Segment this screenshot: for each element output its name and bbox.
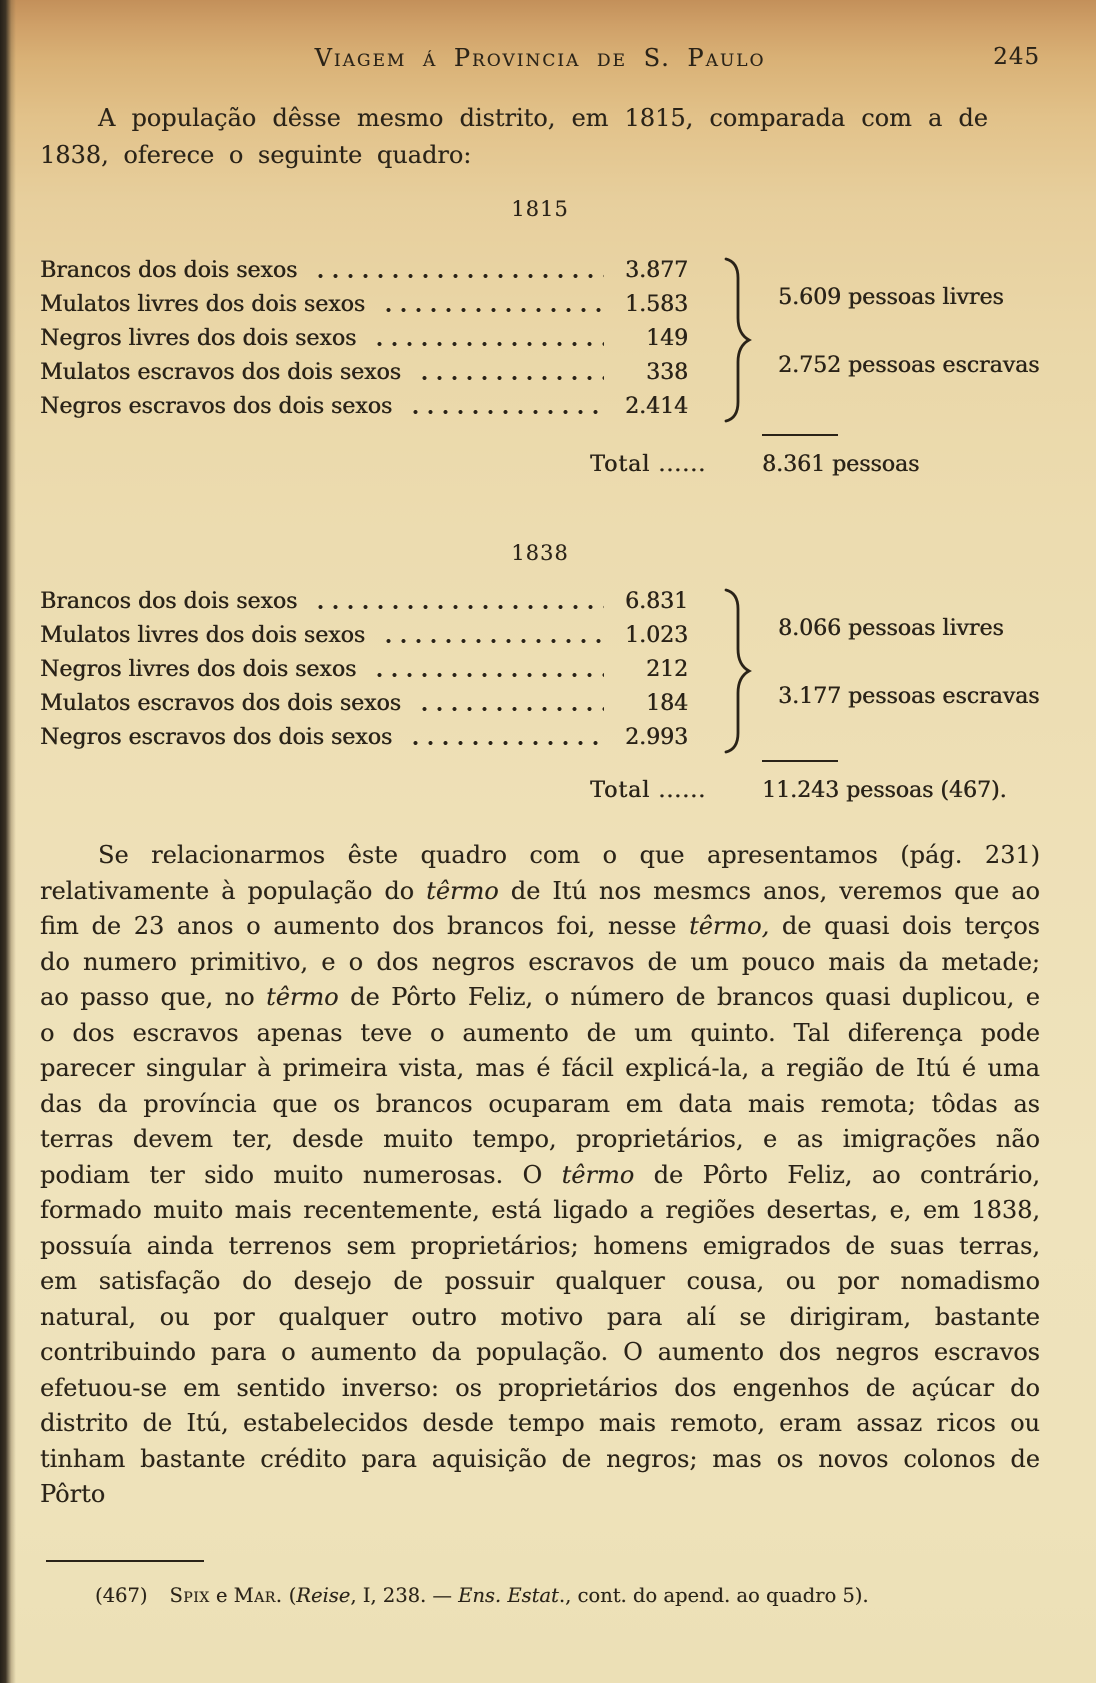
table-row xyxy=(40,619,688,653)
footnote-rule xyxy=(46,1560,204,1562)
year-heading-1815: 1815 xyxy=(511,197,569,221)
table-row xyxy=(40,390,688,424)
total-row-1838 xyxy=(40,778,1040,812)
dot-leader xyxy=(309,602,604,612)
group-sum-free: 8.066 pessoas livres xyxy=(778,616,1004,641)
total-row-1815 xyxy=(40,452,1040,486)
row-value: 1.023 xyxy=(625,623,688,648)
page-number: 245 xyxy=(993,44,1040,70)
population-table-1838 xyxy=(40,585,1040,757)
table-row xyxy=(40,687,688,721)
page-title: Viagem á Provincia de S. Paulo xyxy=(314,44,766,72)
row-value: 6.831 xyxy=(625,589,688,614)
row-value: 1.583 xyxy=(625,292,688,317)
row-value: 3.877 xyxy=(625,258,688,283)
table-row xyxy=(40,254,688,288)
table-row xyxy=(40,721,688,755)
right-brace-icon xyxy=(722,256,752,424)
row-value: 338 xyxy=(646,360,688,385)
row-label: Mulatos escravos dos dois sexos xyxy=(40,691,401,716)
row-label: Mulatos livres dos dois sexos xyxy=(40,623,366,648)
dot-leader xyxy=(309,271,604,281)
table-row xyxy=(40,653,688,687)
right-brace-icon xyxy=(722,587,752,755)
table-rows xyxy=(40,585,688,755)
year-heading-1838: 1838 xyxy=(511,541,569,565)
dot-leader xyxy=(413,704,604,714)
population-table-1815 xyxy=(40,254,1040,426)
table-row xyxy=(40,288,688,322)
table-row xyxy=(40,356,688,390)
dot-leader xyxy=(368,339,604,349)
row-label: Mulatos escravos dos dois sexos xyxy=(40,360,401,385)
dot-leader xyxy=(413,373,604,383)
group-sum-enslaved: 2.752 pessoas escravas xyxy=(778,353,1040,378)
row-value: 149 xyxy=(646,326,688,351)
table-row xyxy=(40,585,688,619)
dot-leader xyxy=(377,636,604,646)
footnote-text: (467) Spix e Mar. (Reise, I, 238. — Ens. Estat., cont. do apend. ao quadro 5). xyxy=(95,1584,869,1607)
dot-leader xyxy=(377,305,604,315)
total-rule xyxy=(762,760,838,762)
total-label: Total ...... xyxy=(590,778,707,803)
total-label: Total ...... xyxy=(590,452,707,477)
row-label: Negros escravos dos dois sexos xyxy=(40,725,393,750)
row-value: 212 xyxy=(646,657,688,682)
total-rule xyxy=(762,434,838,436)
row-label: Negros livres dos dois sexos xyxy=(40,326,357,351)
row-label: Negros escravos dos dois sexos xyxy=(40,394,393,419)
row-value: 184 xyxy=(646,691,688,716)
table-rows xyxy=(40,254,688,424)
body-paragraph: Se relacionarmos êste quadro com o que apresentamos (pág. 231) relativamente à população do têrmo de Itú nos mesmcs anos, veremos que ao fim de 23 anos o aumento dos brancos foi, nesse têrmo, de quasi dois terços do numero primitivo, e o dos negros escravos de um pouco mais da metade; ao passo que, no têrmo de Pôrto Feliz, o número de brancos quasi duplicou, e o dos escravos apenas teve o aumento de um quinto. Tal diferença pode parecer singular à primeira vista, mas é fácil explicá-la, a região de Itú é uma das da província que os brancos ocuparam em data mais remota; tôdas as terras devem ter, desde muito tempo, proprietários, e as imigrações não podiam ter sido muito numerosas. O têrmo de Pôrto Feliz, ao contrário, formado muito mais recentemente, está ligado a regiões desertas, e, em 1838, possuía ainda terrenos sem proprietários; homens emigrados de suas terras, em satisfação do desejo de possuir qualquer cousa, ou por nomadismo natural, ou por qualquer outro motivo para alí se dirigiram, bastante contribuindo para o aumento da população. O aumento dos negros escravos efetuou-se em sentido inverso: os proprietários dos engenhos de açúcar do distrito de Itú, estabelecidos desde tempo mais remoto, eram assaz ricos ou tinham bastante crédito para aquisição de negros; mas os novos colonos de Pôrto xyxy=(40,841,1041,1508)
row-label: Negros livres dos dois sexos xyxy=(40,657,357,682)
row-label: Brancos dos dois sexos xyxy=(40,589,298,614)
page-spine-shadow xyxy=(0,0,16,1683)
dot-leader xyxy=(368,670,604,680)
intro-paragraph: A população dêsse mesmo distrito, em 1815, comparada com a de 1838, oferece o seguinte quadro: xyxy=(40,104,988,169)
group-sum-free: 5.609 pessoas livres xyxy=(778,285,1004,310)
dot-leader xyxy=(404,407,604,417)
running-head xyxy=(40,44,1040,72)
page-content xyxy=(40,0,1040,1683)
row-value: 2.414 xyxy=(625,394,688,419)
total-value: 11.243 pessoas (467). xyxy=(762,778,1007,803)
table-row xyxy=(40,322,688,356)
row-label: Brancos dos dois sexos xyxy=(40,258,298,283)
group-sum-enslaved: 3.177 pessoas escravas xyxy=(778,684,1040,709)
total-value: 8.361 pessoas xyxy=(762,452,920,477)
row-value: 2.993 xyxy=(625,725,688,750)
dot-leader xyxy=(404,738,604,748)
row-label: Mulatos livres dos dois sexos xyxy=(40,292,366,317)
